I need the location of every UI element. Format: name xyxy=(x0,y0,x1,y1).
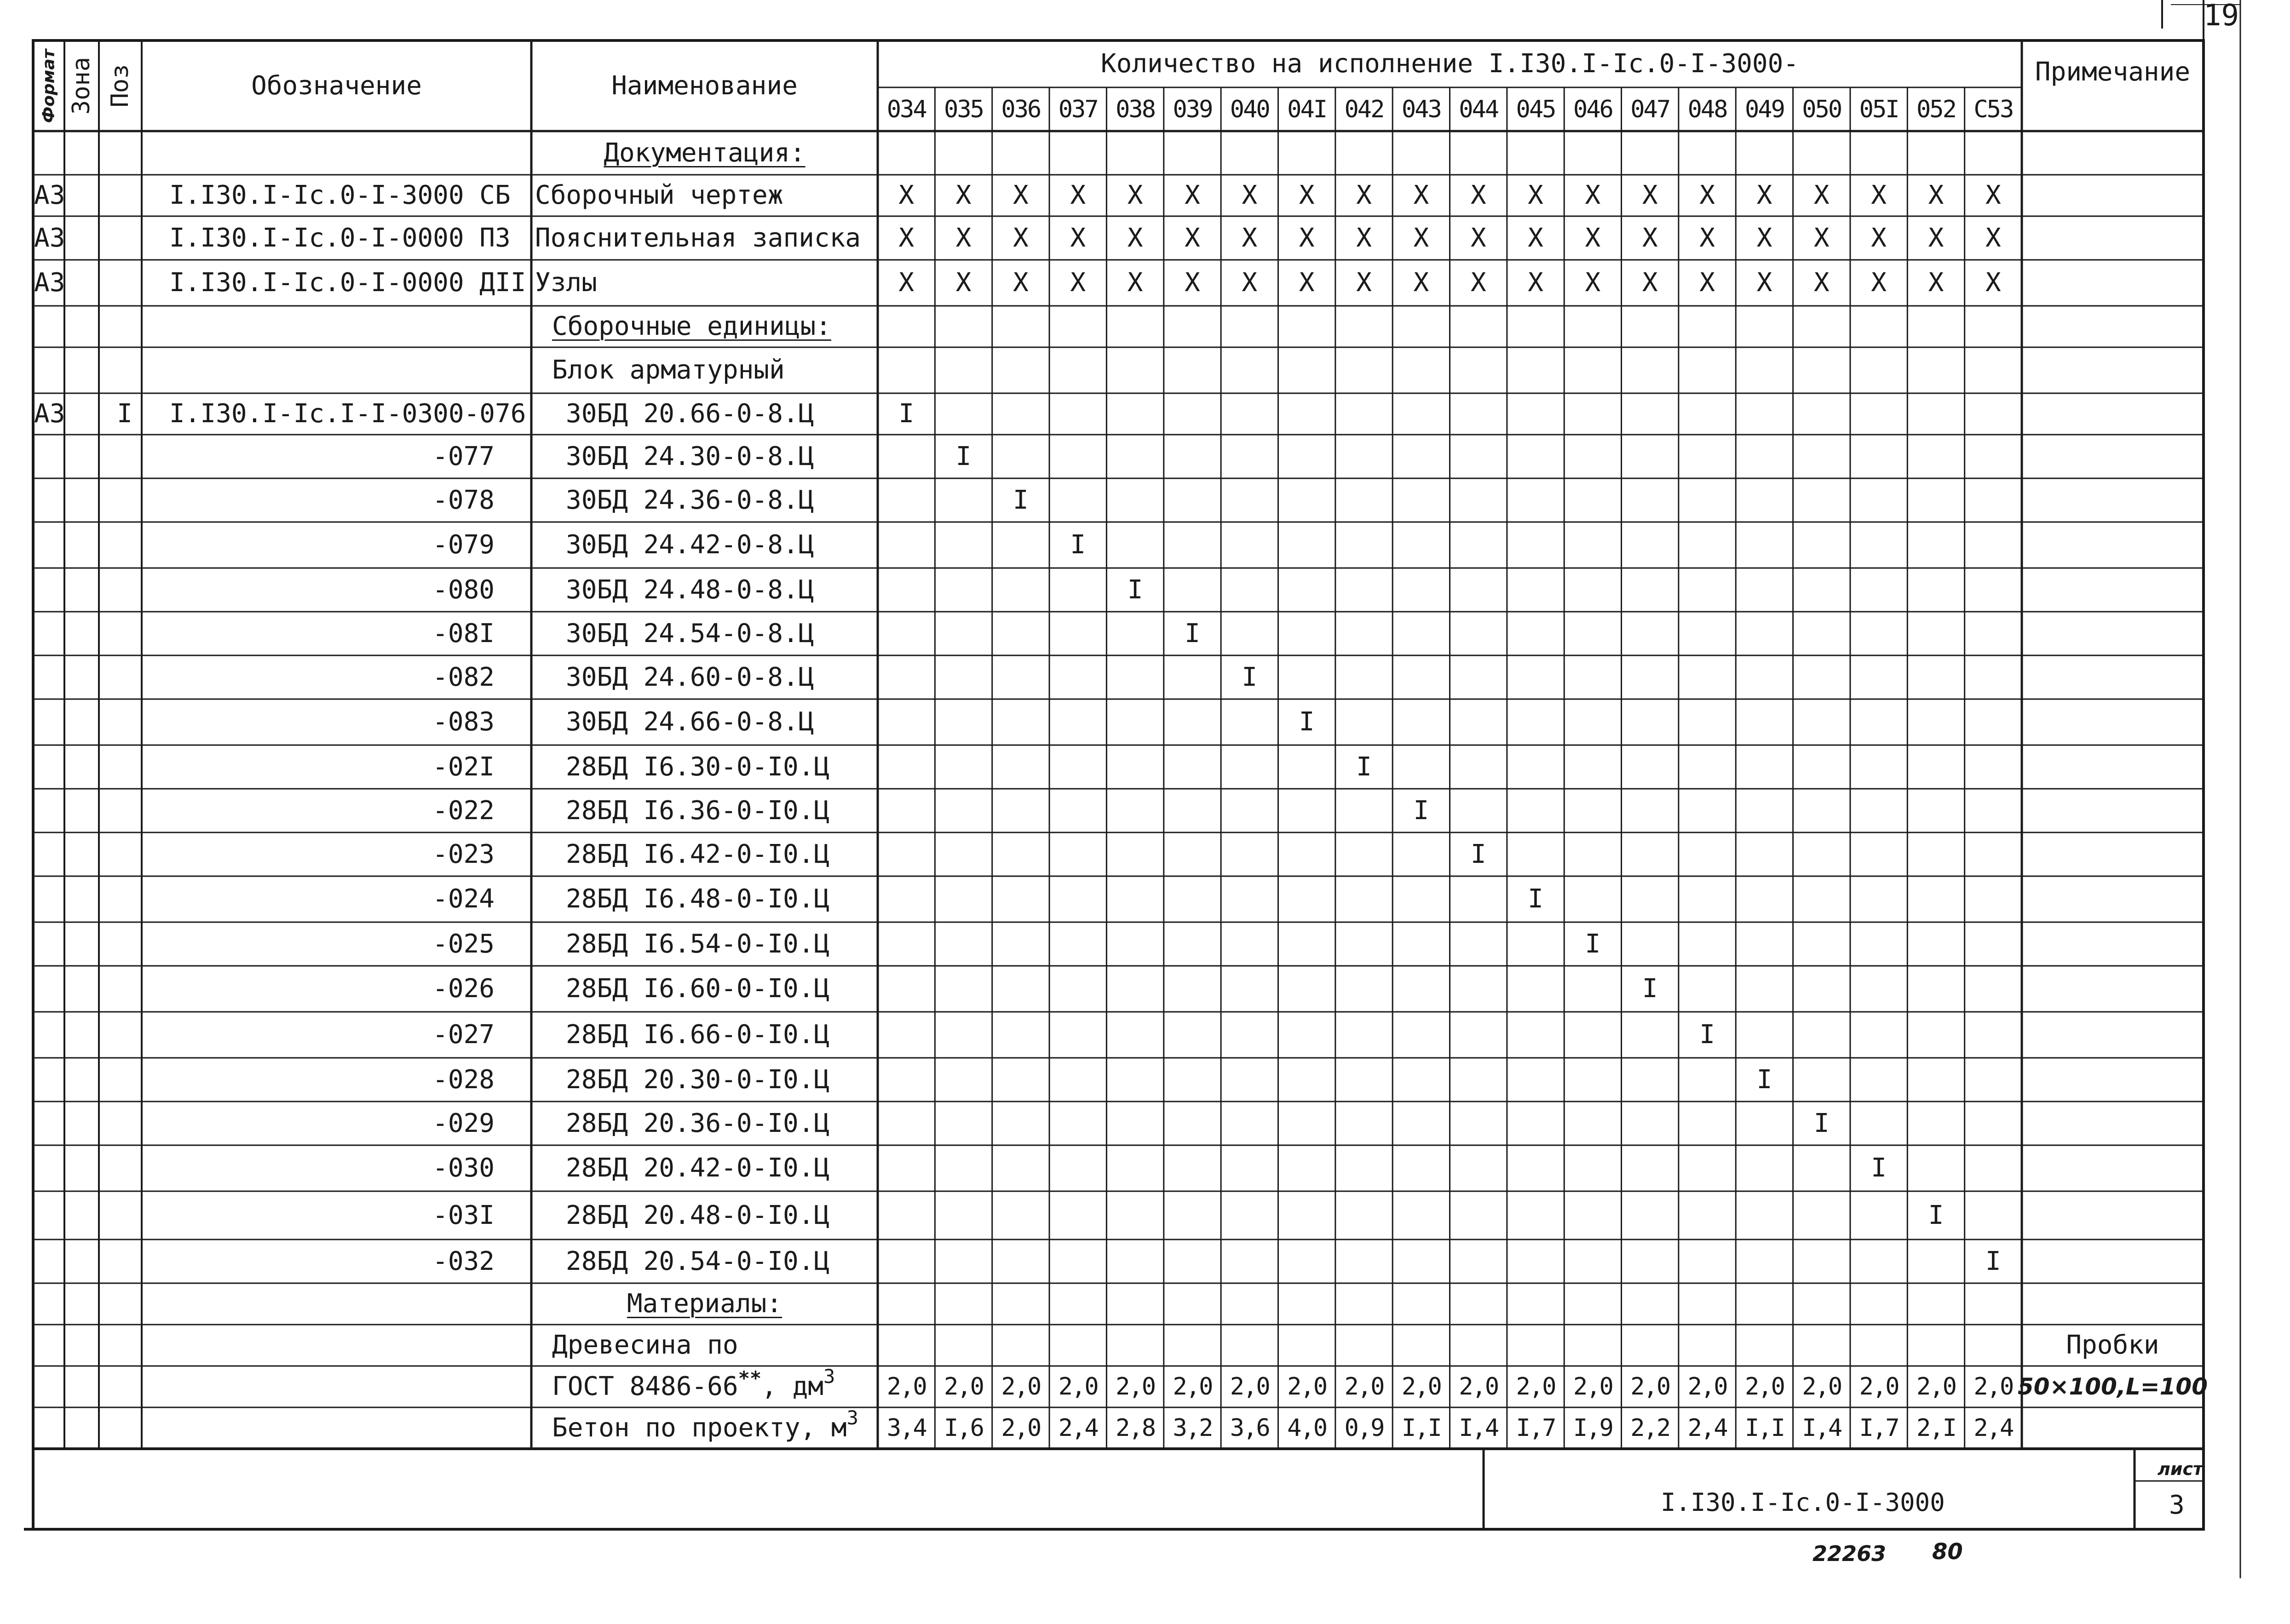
row-designation: -082 xyxy=(432,662,495,692)
quantity-mark: I xyxy=(1699,1020,1715,1050)
row-name: 30БД 24.36-0-8.Ц xyxy=(566,485,814,515)
quantity-value: 4,0 xyxy=(1287,1414,1327,1442)
quantity-mark: Х xyxy=(1871,180,1887,210)
header-variant-3: 037 xyxy=(1058,95,1098,123)
header-variant-2: 036 xyxy=(1001,95,1041,123)
row-name: 28БД I6.30-0-I0.Ц xyxy=(566,752,830,782)
quantity-value: 2,I xyxy=(1916,1414,1956,1442)
row-name: 28БД I6.42-0-I0.Ц xyxy=(566,839,830,869)
header-designation: Обозначение xyxy=(251,70,422,101)
quantity-mark: Х xyxy=(1356,180,1372,210)
row-designation: I.I30.I-Ic.0-I-0000 ПЗ xyxy=(169,223,511,253)
quantity-mark: I xyxy=(1813,1108,1830,1138)
quantity-value: 2,0 xyxy=(1116,1373,1155,1400)
quantity-value: 2,2 xyxy=(1630,1414,1670,1442)
quantity-mark: Х xyxy=(1356,223,1372,253)
row-designation: -028 xyxy=(432,1064,495,1095)
quantity-value: I,I xyxy=(1744,1414,1784,1442)
gost-stars: ** xyxy=(738,1367,762,1389)
row-format: А3 xyxy=(34,223,65,253)
header-note: Примечание xyxy=(2035,57,2191,87)
header-variant-10: 044 xyxy=(1459,95,1498,123)
quantity-mark: I xyxy=(1299,707,1315,737)
row-name: 30БД 20.66-0-8.Ц xyxy=(566,399,814,429)
header-variant-16: 050 xyxy=(1802,95,1841,123)
row-name: 28БД 20.48-0-I0.Ц xyxy=(566,1200,830,1230)
row-name: 28БД I6.48-0-I0.Ц xyxy=(566,884,830,914)
quantity-mark: Х xyxy=(1242,268,1258,298)
row-designation: -078 xyxy=(432,485,495,515)
header-pos: Поз xyxy=(106,64,134,108)
stamp-sheet-label: лист xyxy=(2158,1459,2204,1479)
quantity-value: 2,0 xyxy=(1001,1373,1041,1400)
row-name: 30БД 24.30-0-8.Ц xyxy=(566,441,814,471)
row-name: Блок арматурный xyxy=(552,355,785,385)
section-title: Документация: xyxy=(604,138,806,168)
quantity-mark: Х xyxy=(898,223,915,253)
header-variant-7: 04I xyxy=(1287,95,1327,123)
quantity-mark: Х xyxy=(1585,180,1601,210)
quantity-mark: Х xyxy=(1413,180,1429,210)
quantity-mark: Х xyxy=(1928,223,1944,253)
quantity-value: I,7 xyxy=(1516,1414,1555,1442)
quantity-value: 2,4 xyxy=(1058,1414,1098,1442)
quantity-mark: Х xyxy=(1642,180,1658,210)
quantity-mark: Х xyxy=(1413,223,1429,253)
footer-inventory-number: 22263 xyxy=(1812,1541,1887,1566)
row-position: I xyxy=(117,399,132,429)
row-name: 28БД I6.60-0-I0.Ц xyxy=(566,974,830,1004)
quantity-mark: Х xyxy=(1871,223,1887,253)
header-variant-14: 048 xyxy=(1687,95,1727,123)
header-variant-4: 038 xyxy=(1116,95,1155,123)
header-variant-9: 043 xyxy=(1401,95,1441,123)
quantity-mark: Х xyxy=(1127,223,1143,253)
quantity-mark: Х xyxy=(1299,268,1315,298)
footer-number: 80 xyxy=(1932,1539,1963,1565)
header-variant-1: 035 xyxy=(944,95,983,123)
row-name: 28БД 20.42-0-I0.Ц xyxy=(566,1153,830,1183)
row-designation: -026 xyxy=(432,974,495,1004)
header-variant-11: 045 xyxy=(1516,95,1555,123)
quantity-mark: I xyxy=(1871,1153,1887,1183)
quantity-mark: Х xyxy=(1813,268,1830,298)
quantity-mark: Х xyxy=(898,268,915,298)
row-designation: -029 xyxy=(432,1108,495,1138)
quantity-value: 2,0 xyxy=(1859,1373,1899,1400)
header-variant-5: 039 xyxy=(1173,95,1212,123)
row-name: 30БД 24.54-0-8.Ц xyxy=(566,618,814,648)
row-name: 28БД 20.54-0-I0.Ц xyxy=(566,1246,830,1276)
header-variant-18: 052 xyxy=(1916,95,1956,123)
row-name: 28БД I6.54-0-I0.Ц xyxy=(566,929,830,959)
header-variant-19: C53 xyxy=(1974,95,2013,123)
header-variant-15: 049 xyxy=(1744,95,1784,123)
row-name: Сборочный чертеж xyxy=(535,180,783,210)
row-name: 30БД 24.66-0-8.Ц xyxy=(566,707,814,737)
quantity-value: 2,0 xyxy=(1173,1373,1212,1400)
quantity-value: I,4 xyxy=(1459,1414,1498,1442)
quantity-mark: Х xyxy=(1699,268,1715,298)
quantity-value: I,I xyxy=(1401,1414,1441,1442)
row-name: 30БД 24.60-0-8.Ц xyxy=(566,662,814,692)
quantity-mark: Х xyxy=(1127,180,1143,210)
row-format: А3 xyxy=(34,399,65,429)
quantity-mark: Х xyxy=(1013,268,1029,298)
header-variant-6: 040 xyxy=(1230,95,1269,123)
header-variant-12: 046 xyxy=(1573,95,1612,123)
row-designation: -080 xyxy=(432,574,495,605)
quantity-mark: Х xyxy=(1470,223,1486,253)
quantity-mark: Х xyxy=(1699,180,1715,210)
quantity-mark: I xyxy=(955,441,972,471)
quantity-mark: Х xyxy=(1242,180,1258,210)
row-format: А3 xyxy=(34,180,65,210)
row-designation: -027 xyxy=(432,1020,495,1050)
quantity-mark: I xyxy=(1585,929,1601,959)
row-name: 28БД 20.30-0-I0.Ц xyxy=(566,1064,830,1095)
quantity-mark: Х xyxy=(1070,180,1086,210)
header-format: Формат xyxy=(39,49,58,123)
quantity-mark: I xyxy=(1642,974,1658,1004)
quantity-mark: Х xyxy=(1185,180,1200,210)
section-title: Материалы: xyxy=(627,1289,783,1319)
header-quantity: Количество на исполнение I.I30.I-Ic.0-I-3000- xyxy=(1100,49,1799,79)
quantity-value: 3,6 xyxy=(1230,1414,1269,1442)
quantity-mark: I xyxy=(1470,839,1486,869)
row-name: ГОСТ 8486-66 ** , дм 3 xyxy=(552,1365,835,1401)
header-zone: Зона xyxy=(68,57,95,115)
quantity-mark: I xyxy=(1413,795,1429,826)
quantity-value: 2,0 xyxy=(1516,1373,1555,1400)
quantity-value: 2,0 xyxy=(886,1373,926,1400)
row-name: Пояснительная записка xyxy=(535,223,861,253)
quantity-mark: Х xyxy=(1185,223,1200,253)
quantity-mark: Х xyxy=(1070,223,1086,253)
quantity-mark: I xyxy=(1528,884,1543,914)
quantity-value: 2,0 xyxy=(1974,1373,2013,1400)
quantity-mark: Х xyxy=(1642,223,1658,253)
quantity-mark: Х xyxy=(1642,268,1658,298)
quantity-mark: I xyxy=(1756,1064,1772,1095)
quantity-value: I,9 xyxy=(1573,1414,1612,1442)
quantity-mark: Х xyxy=(1985,223,2001,253)
quantity-mark: Х xyxy=(1013,223,1029,253)
quantity-mark: Х xyxy=(1528,268,1543,298)
quantity-mark: Х xyxy=(898,180,915,210)
row-designation: I.I30.I-Ic.0-I-3000 СБ xyxy=(169,180,511,210)
quantity-mark: Х xyxy=(955,180,972,210)
row-designation: -079 xyxy=(432,530,495,560)
quantity-mark: I xyxy=(1127,574,1143,605)
row-name: 28БД I6.66-0-I0.Ц xyxy=(566,1020,830,1050)
quantity-mark: I xyxy=(1013,485,1029,515)
quantity-value: 2,0 xyxy=(1230,1373,1269,1400)
quantity-value: 2,0 xyxy=(1058,1373,1098,1400)
quantity-mark: I xyxy=(1185,618,1200,648)
quantity-mark: I xyxy=(1070,530,1086,560)
row-designation: -022 xyxy=(432,795,495,826)
quantity-mark: Х xyxy=(1985,268,2001,298)
quantity-mark: Х xyxy=(1928,268,1944,298)
section-title: Сборочные единицы: xyxy=(552,311,831,341)
quantity-mark: Х xyxy=(955,268,972,298)
quantity-mark: Х xyxy=(1871,268,1887,298)
row-name: Узлы xyxy=(535,268,597,298)
quantity-mark: Х xyxy=(1699,223,1715,253)
quantity-mark: Х xyxy=(1070,268,1086,298)
quantity-value: 2,0 xyxy=(1287,1373,1327,1400)
quantity-value: I,6 xyxy=(944,1414,983,1442)
quantity-mark: Х xyxy=(1528,180,1543,210)
quantity-mark: Х xyxy=(1813,180,1830,210)
quantity-value: 2,0 xyxy=(1401,1373,1441,1400)
quantity-mark: Х xyxy=(1928,180,1944,210)
header-name: Наименование xyxy=(611,70,798,101)
quantity-value: 2,0 xyxy=(944,1373,983,1400)
quantity-mark: Х xyxy=(955,223,972,253)
quantity-mark: I xyxy=(1242,662,1258,692)
quantity-mark: Х xyxy=(1756,268,1772,298)
quantity-value: 2,0 xyxy=(1001,1414,1041,1442)
header-variant-8: 042 xyxy=(1344,95,1384,123)
row-name: 28БД I6.36-0-I0.Ц xyxy=(566,795,830,826)
quantity-value: 3,4 xyxy=(886,1414,926,1442)
quantity-mark: Х xyxy=(1470,180,1486,210)
row-name: 30БД 24.42-0-8.Ц xyxy=(566,530,814,560)
row-designation: I.I30.I-Ic.I-I-0300-076 xyxy=(169,399,526,429)
quantity-mark: I xyxy=(1985,1246,2001,1276)
row-designation: -025 xyxy=(432,929,495,959)
quantity-value: 2,0 xyxy=(1687,1373,1727,1400)
row-note: Пробки xyxy=(2066,1330,2159,1360)
quantity-mark: I xyxy=(898,399,915,429)
header-variant-0: 034 xyxy=(886,95,926,123)
quantity-value: I,7 xyxy=(1859,1414,1899,1442)
quantity-value: 2,4 xyxy=(1687,1414,1727,1442)
row-designation: -024 xyxy=(432,884,495,914)
row-designation: -030 xyxy=(432,1153,495,1183)
header-variant-17: 05I xyxy=(1859,95,1899,123)
quantity-mark: Х xyxy=(1470,268,1486,298)
quantity-mark: Х xyxy=(1528,223,1543,253)
row-designation: -083 xyxy=(432,707,495,737)
quantity-value: 2,0 xyxy=(1916,1373,1956,1400)
quantity-mark: Х xyxy=(1756,180,1772,210)
unit-superscript: 3 xyxy=(823,1365,835,1388)
page-number-top: 19 xyxy=(2204,0,2239,33)
quantity-mark: Х xyxy=(1413,268,1429,298)
row-designation: -077 xyxy=(432,441,495,471)
quantity-mark: Х xyxy=(1813,223,1830,253)
quantity-value: 2,0 xyxy=(1744,1373,1784,1400)
quantity-value: 2,0 xyxy=(1630,1373,1670,1400)
quantity-value: 2,0 xyxy=(1459,1373,1498,1400)
quantity-value: 2,4 xyxy=(1974,1414,2013,1442)
quantity-mark: Х xyxy=(1013,180,1029,210)
quantity-value: I,4 xyxy=(1802,1414,1841,1442)
stamp-doc-code: I.I30.I-Ic.0-I-3000 xyxy=(1661,1488,1945,1517)
row-designation: -032 xyxy=(432,1246,495,1276)
row-designation: -08I xyxy=(432,618,495,648)
quantity-mark: Х xyxy=(1127,268,1143,298)
quantity-mark: Х xyxy=(1585,268,1601,298)
row-designation: I.I30.I-Ic.0-I-0000 ДII xyxy=(169,268,526,298)
row-name: 30БД 24.48-0-8.Ц xyxy=(566,574,814,605)
quantity-mark: Х xyxy=(1356,268,1372,298)
row-designation: -02I xyxy=(432,752,495,782)
quantity-value: 2,8 xyxy=(1116,1414,1155,1442)
quantity-mark: I xyxy=(1356,752,1372,782)
row-note: 50×100,L=100 xyxy=(2018,1373,2208,1400)
header-variant-13: 047 xyxy=(1630,95,1670,123)
quantity-mark: Х xyxy=(1585,223,1601,253)
quantity-value: 0,9 xyxy=(1344,1414,1384,1442)
quantity-mark: Х xyxy=(1299,223,1315,253)
quantity-mark: Х xyxy=(1242,223,1258,253)
unit-superscript: 3 xyxy=(846,1406,858,1429)
quantity-mark: Х xyxy=(1985,180,2001,210)
quantity-mark: Х xyxy=(1185,268,1200,298)
quantity-value: 2,0 xyxy=(1573,1373,1612,1400)
row-designation: -023 xyxy=(432,839,495,869)
quantity-mark: Х xyxy=(1299,180,1315,210)
row-name: 28БД 20.36-0-I0.Ц xyxy=(566,1108,830,1138)
row-name: Бетон по проекту, м 3 xyxy=(552,1406,858,1443)
quantity-value: 3,2 xyxy=(1173,1414,1212,1442)
quantity-mark: I xyxy=(1928,1200,1944,1230)
row-designation: -03I xyxy=(432,1200,495,1230)
stamp-sheet-number: 3 xyxy=(2169,1490,2185,1520)
quantity-mark: Х xyxy=(1756,223,1772,253)
quantity-value: 2,0 xyxy=(1802,1373,1841,1400)
quantity-value: 2,0 xyxy=(1344,1373,1384,1400)
row-name: Древесина по xyxy=(552,1330,738,1360)
row-format: А3 xyxy=(34,268,65,298)
